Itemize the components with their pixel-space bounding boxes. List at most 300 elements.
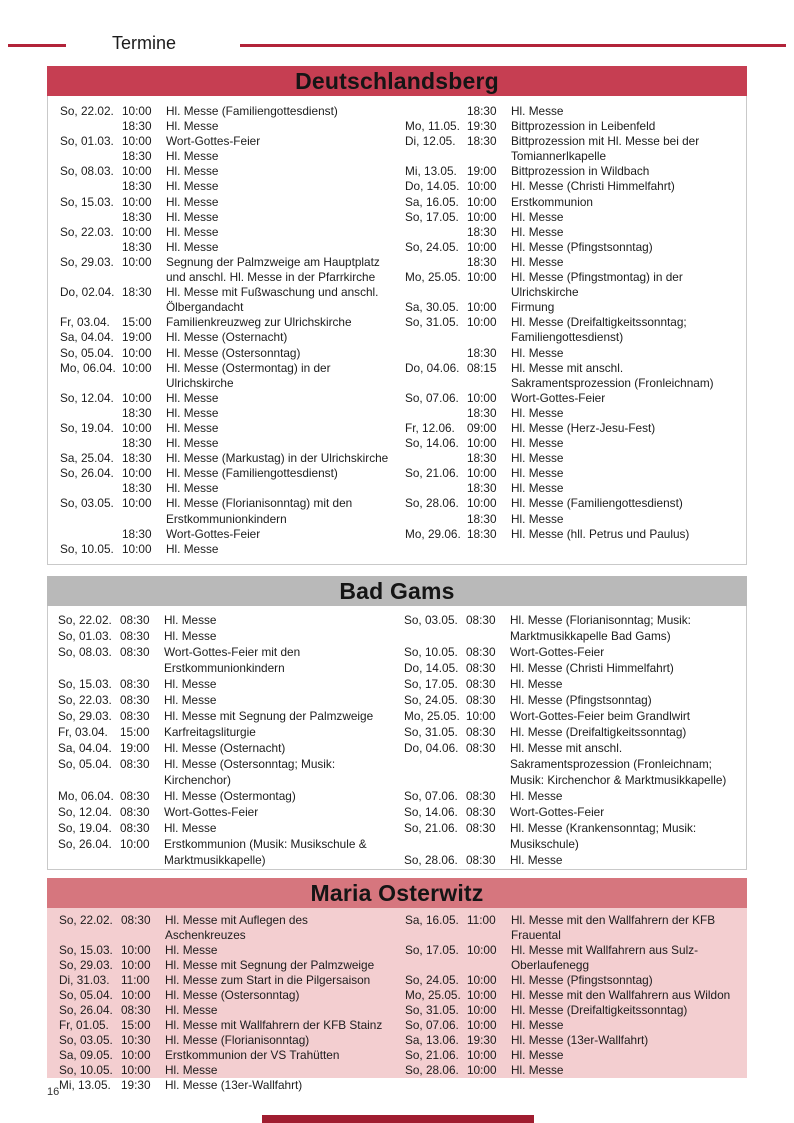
row-time: 10:00 [467, 436, 497, 451]
row-desc: Hl. Messe (13er-Wallfahrt) [511, 1033, 649, 1047]
row-time: 18:30 [122, 451, 152, 466]
row-time: 08:30 [121, 913, 151, 927]
row-time: 18:30 [122, 526, 152, 541]
section-header [47, 878, 747, 908]
row-desc: Hl. Messe [511, 224, 564, 239]
schedule-row [405, 179, 736, 194]
row-desc: Wort-Gottes-Feier [166, 134, 261, 149]
row-time: 10:00 [467, 973, 497, 987]
row-desc: Erstkommunion der VS Trahütten [165, 1048, 340, 1062]
row-time: 18:30 [122, 436, 152, 451]
schedule-row [60, 240, 391, 255]
section-deutschlandsberg [47, 66, 747, 565]
schedule-row [405, 210, 736, 225]
schedule-row [60, 346, 391, 361]
schedule-row [405, 436, 736, 451]
row-desc: Hl. Messe (Krankensonntag; Musik: Musikschule) [510, 821, 697, 851]
schedule-row [59, 1003, 391, 1018]
row-desc: Wort-Gottes-Feier [511, 390, 606, 405]
row-date: Do, 04.06. [404, 741, 459, 755]
row-time: 08:30 [466, 661, 496, 675]
row-desc: Hl. Messe [510, 853, 563, 867]
schedule-row [59, 958, 391, 973]
row-date: So, 12.04. [60, 390, 114, 405]
schedule-row [60, 195, 391, 210]
row-time: 18:30 [467, 511, 497, 526]
row-date: So, 21.06. [405, 1048, 459, 1062]
row-desc: Bittprozession in Leibenfeld [511, 119, 656, 134]
row-time: 08:30 [120, 613, 150, 627]
row-date [60, 481, 120, 496]
row-time: 19:00 [120, 741, 150, 755]
schedule-row [58, 628, 390, 644]
row-date: So, 17.05. [404, 677, 458, 691]
row-time: 10:00 [467, 496, 497, 511]
row-time: 19:30 [467, 1033, 497, 1047]
row-date: So, 15.03. [60, 194, 114, 209]
row-date: So, 26.04. [58, 837, 112, 851]
row-desc: Hl. Messe (Pfingstsonntag) [510, 693, 652, 707]
row-date: So, 12.04. [58, 805, 112, 819]
row-date: Sa, 04.04. [58, 741, 112, 755]
schedule-row [60, 496, 391, 526]
row-time: 08:30 [120, 629, 150, 643]
row-date [405, 225, 465, 240]
schedule-row [60, 542, 391, 557]
schedule-row [60, 255, 391, 285]
schedule-row [59, 943, 391, 958]
row-date: So, 17.05. [405, 209, 459, 224]
schedule-row [404, 676, 736, 692]
section-bad-gams [47, 576, 747, 870]
row-time: 18:30 [467, 405, 497, 420]
row-desc: Firmung [511, 300, 555, 315]
schedule-row [60, 285, 391, 315]
row-time: 08:30 [466, 693, 496, 707]
row-date: So, 14.06. [404, 805, 458, 819]
row-time: 18:30 [467, 345, 497, 360]
row-date: Fr, 03.04. [58, 725, 108, 739]
row-time: 08:30 [466, 821, 496, 835]
row-desc: Hl. Messe (Ostersonntag) [166, 345, 301, 360]
row-date: So, 17.05. [405, 943, 459, 957]
schedule-row [405, 1003, 737, 1018]
schedule-row [404, 660, 736, 676]
row-desc: Wort-Gottes-Feier mit den Erstkommunionkindern [164, 645, 301, 675]
schedule-row [58, 788, 390, 804]
row-time: 10:00 [467, 1063, 497, 1077]
row-time: 18:30 [122, 119, 152, 134]
row-desc: Erstkommunion [511, 194, 593, 209]
schedule-row [404, 740, 736, 788]
schedule-row [60, 134, 391, 149]
schedule-row [59, 913, 391, 943]
row-date: Mo, 06.04. [60, 360, 116, 375]
row-time: 11:00 [121, 973, 150, 987]
row-desc: Hl. Messe [166, 420, 219, 435]
row-date: So, 07.06. [405, 1018, 459, 1032]
row-time: 15:00 [121, 1018, 151, 1032]
row-desc: Hl. Messe (Pfingstsonntag) [511, 239, 653, 254]
row-desc: Wort-Gottes-Feier [510, 645, 605, 659]
row-date: So, 05.04. [60, 345, 114, 360]
row-time: 08:30 [120, 789, 150, 803]
row-date: Do, 14.05. [405, 179, 460, 194]
row-date: So, 22.03. [60, 224, 114, 239]
schedule-row [405, 300, 736, 315]
row-time: 09:00 [467, 420, 497, 435]
schedule-row [404, 804, 736, 820]
row-date: So, 24.05. [405, 239, 459, 254]
row-date: So, 05.04. [58, 757, 112, 771]
schedule-row [60, 451, 391, 466]
row-date: So, 03.05. [59, 1033, 113, 1047]
row-time: 08:30 [120, 821, 150, 835]
schedule-row [59, 1018, 391, 1033]
row-time: 18:30 [122, 239, 152, 254]
row-time: 10:00 [467, 239, 497, 254]
row-time: 18:30 [122, 405, 152, 420]
row-time: 10:00 [467, 466, 497, 481]
row-date: So, 07.06. [404, 789, 458, 803]
schedule-row [60, 466, 391, 481]
row-desc: Hl. Messe [511, 405, 564, 420]
row-date: So, 29.03. [60, 254, 114, 269]
section-title: Maria Osterwitz [310, 879, 484, 906]
row-date: So, 05.04. [59, 988, 113, 1002]
row-date: So, 10.05. [59, 1063, 113, 1077]
row-desc: Hl. Messe (Herz-Jesu-Fest) [511, 420, 656, 435]
schedule-row [404, 612, 736, 644]
row-date: Mo, 25.05. [404, 709, 460, 723]
row-time: 10:00 [121, 1063, 151, 1077]
row-date [405, 512, 465, 527]
row-desc: Hl. Messe [511, 466, 564, 481]
row-desc: Hl. Messe (Florianisonntag) mit den Erstkommunionkindern [166, 496, 353, 526]
row-date: So, 07.06. [405, 390, 459, 405]
row-date [60, 179, 120, 194]
row-time: 18:30 [467, 481, 497, 496]
section-title: Deutschlandsberg [295, 67, 499, 94]
row-date: So, 08.03. [58, 645, 112, 659]
schedule-column-left [59, 913, 391, 1092]
row-date: Mo, 25.05. [405, 988, 461, 1002]
row-date: Sa, 09.05. [59, 1048, 113, 1062]
row-date [60, 210, 120, 225]
schedule-row [58, 612, 390, 628]
row-desc: Hl. Messe mit anschl. Sakramentsprozession (Fronleichnam; Musik: Kirchenchor & Marktmusikkapelle) [510, 741, 727, 787]
row-time: 10:00 [122, 541, 152, 556]
row-time: 10:00 [122, 496, 152, 511]
page-number: 16 [47, 1086, 60, 1098]
section-body [47, 606, 747, 870]
row-desc: Hl. Messe [510, 789, 563, 803]
row-time: 18:30 [467, 526, 497, 541]
row-desc: Hl. Messe [165, 1063, 218, 1077]
row-time: 08:30 [466, 725, 496, 739]
row-time: 08:30 [466, 741, 496, 755]
row-date: So, 24.05. [405, 973, 459, 987]
page-kicker: Termine [112, 33, 177, 53]
row-desc: Hl. Messe (Florianisonntag) [165, 1033, 310, 1047]
schedule-column-right [405, 913, 737, 1077]
row-date: Mo, 25.05. [405, 270, 461, 285]
row-time: 10:00 [467, 1018, 497, 1032]
row-time: 10:00 [467, 1003, 497, 1017]
row-desc: Hl. Messe [166, 436, 219, 451]
row-time: 19:30 [121, 1078, 151, 1092]
section-body [47, 96, 747, 565]
row-date: So, 14.06. [405, 436, 459, 451]
schedule-row [405, 164, 736, 179]
schedule-row [58, 836, 390, 868]
row-desc: Hl. Messe [166, 164, 219, 179]
schedule-column-right [404, 612, 736, 867]
schedule-row [60, 179, 391, 194]
schedule-row [405, 1018, 737, 1033]
row-date [405, 481, 465, 496]
row-desc: Hl. Messe (Markustag) in der Ulrichskirche [166, 451, 389, 466]
schedule-row [405, 240, 736, 255]
schedule-row [405, 466, 736, 481]
schedule-row [60, 315, 391, 330]
top-rule-left [8, 44, 66, 47]
row-date: Sa, 16.05. [405, 194, 459, 209]
row-date: Mi, 13.05. [405, 164, 457, 179]
row-date: So, 28.06. [405, 1063, 459, 1077]
row-date: So, 08.03. [60, 164, 114, 179]
schedule-row [60, 527, 391, 542]
row-time: 08:30 [120, 693, 150, 707]
schedule-row [405, 315, 736, 345]
row-desc: Hl. Messe [166, 209, 219, 224]
row-time: 10:00 [121, 943, 151, 957]
row-date: So, 22.02. [58, 613, 112, 627]
row-time: 08:30 [466, 645, 496, 659]
row-desc: Hl. Messe mit anschl. Sakramentsprozession (Fronleichnam) [511, 360, 714, 390]
schedule-row [59, 973, 391, 988]
schedule-row [60, 225, 391, 240]
row-date: Fr, 03.04. [60, 315, 110, 330]
row-time: 08:15 [467, 360, 497, 375]
row-time: 08:30 [120, 757, 150, 771]
schedule-row [404, 708, 736, 724]
row-date: So, 21.06. [404, 821, 458, 835]
row-date: Mi, 13.05. [59, 1078, 111, 1092]
schedule-row [59, 1063, 391, 1078]
row-desc: Hl. Messe mit Segnung der Palmzweige [165, 958, 375, 972]
row-time: 08:30 [466, 853, 496, 867]
schedule-row [59, 988, 391, 1003]
row-desc: Wort-Gottes-Feier [166, 526, 261, 541]
row-date: So, 26.04. [59, 1003, 113, 1017]
row-date: Sa, 13.06. [405, 1033, 459, 1047]
schedule-row [405, 1033, 737, 1048]
row-desc: Hl. Messe (Dreifaltigkeitssonntag) [511, 1003, 688, 1017]
row-time: 18:30 [467, 104, 497, 118]
row-time: 10:00 [122, 360, 152, 375]
row-date [60, 119, 120, 134]
row-date: So, 19.04. [58, 821, 112, 835]
row-date: Mo, 29.06. [405, 526, 461, 541]
row-time: 18:30 [122, 285, 152, 300]
schedule-row [58, 708, 390, 724]
row-time: 10:00 [467, 1048, 497, 1062]
schedule-row [404, 724, 736, 740]
row-date: Sa, 30.05. [405, 300, 459, 315]
row-time: 10:00 [467, 390, 497, 405]
row-desc: Hl. Messe [166, 239, 219, 254]
row-desc: Hl. Messe [164, 693, 217, 707]
row-date: So, 31.05. [404, 725, 458, 739]
row-time: 10:00 [121, 988, 151, 1002]
schedule-row [58, 724, 390, 740]
schedule-row [60, 421, 391, 436]
row-time: 11:00 [467, 913, 496, 927]
row-date: So, 03.05. [60, 496, 114, 511]
row-desc: Hl. Messe (Pfingstmontag) in der Ulrichskirche [511, 270, 683, 300]
schedule-column-left [60, 104, 391, 558]
row-desc: Hl. Messe [164, 613, 217, 627]
schedule-row [405, 104, 736, 119]
row-desc: Hl. Messe (Pfingstsonntag) [511, 973, 653, 987]
schedule-row [60, 330, 391, 345]
row-date [60, 149, 120, 164]
schedule-row [405, 225, 736, 240]
row-time: 18:30 [122, 149, 152, 164]
row-time: 19:00 [467, 164, 497, 179]
row-time: 10:00 [122, 420, 152, 435]
row-time: 08:30 [466, 805, 496, 819]
schedule-row [405, 496, 736, 511]
row-desc: Wort-Gottes-Feier [510, 805, 605, 819]
row-date: So, 29.03. [58, 709, 112, 723]
row-desc: Hl. Messe [511, 436, 564, 451]
schedule-row [59, 1033, 391, 1048]
row-desc: Hl. Messe [511, 481, 564, 496]
schedule-row [405, 195, 736, 210]
row-desc: Hl. Messe (Osternacht) [166, 330, 288, 345]
row-date: So, 28.06. [404, 853, 458, 867]
row-desc: Hl. Messe [166, 179, 219, 194]
top-rule-right [240, 44, 786, 47]
row-desc: Hl. Messe [164, 821, 217, 835]
schedule-row [405, 421, 736, 436]
row-desc: Hl. Messe (hll. Petrus und Paulus) [511, 526, 690, 541]
row-time: 08:30 [466, 677, 496, 691]
row-date [405, 451, 465, 466]
schedule-row [405, 973, 737, 988]
row-date: Sa, 16.05. [405, 913, 459, 927]
section-title: Bad Gams [339, 577, 455, 604]
row-time: 10:00 [120, 837, 150, 851]
row-time: 18:30 [467, 451, 497, 466]
row-desc: Hl. Messe [166, 541, 219, 556]
row-date: So, 01.03. [60, 134, 114, 149]
row-date: So, 15.03. [59, 943, 113, 957]
schedule-row [59, 1048, 391, 1063]
schedule-row [405, 270, 736, 300]
row-desc: Hl. Messe [166, 224, 219, 239]
row-desc: Hl. Messe [166, 481, 219, 496]
schedule-row [60, 481, 391, 496]
row-desc: Hl. Messe [166, 194, 219, 209]
schedule-row [404, 852, 736, 868]
row-desc: Karfreitagsliturgie [164, 725, 256, 739]
row-time: 10:00 [467, 943, 497, 957]
row-time: 18:30 [467, 134, 497, 149]
row-desc: Hl. Messe [511, 1018, 564, 1032]
schedule-row [60, 149, 391, 164]
row-desc: Hl. Messe zum Start in die Pilgersaison [165, 973, 371, 987]
row-time: 08:30 [120, 805, 150, 819]
row-date: So, 10.05. [60, 541, 114, 556]
row-desc: Hl. Messe mit den Wallfahrern aus Wildon [511, 988, 731, 1002]
schedule-row [405, 988, 737, 1003]
row-desc: Hl. Messe [164, 677, 217, 691]
row-time: 19:00 [122, 330, 152, 345]
row-time: 10:00 [467, 179, 497, 194]
row-date [405, 346, 465, 361]
row-date: So, 22.02. [59, 913, 113, 927]
row-date: Fr, 12.06. [405, 420, 455, 435]
row-time: 18:30 [122, 179, 152, 194]
row-desc: Hl. Messe (Familiengottesdienst) [511, 496, 683, 511]
schedule-row [60, 361, 391, 391]
schedule-row [60, 119, 391, 134]
row-desc: Hl. Messe mit Wallfahrern der KFB Stainz [165, 1018, 383, 1032]
row-date [60, 527, 120, 542]
row-desc: Hl. Messe (Familiengottesdienst) [166, 466, 338, 481]
row-time: 18:30 [122, 481, 152, 496]
row-desc: Hl. Messe mit Auflegen des Aschenkreuzes [165, 913, 308, 942]
row-desc: Hl. Messe [166, 390, 219, 405]
row-date: Di, 31.03. [59, 973, 110, 987]
schedule-row [405, 361, 736, 391]
row-date: Do, 14.05. [404, 661, 459, 675]
row-date: So, 29.03. [59, 958, 113, 972]
schedule-row [405, 943, 737, 973]
row-desc: Hl. Messe [511, 451, 564, 466]
row-desc: Hl. Messe mit Fußwaschung und anschl. Ölbergandacht [166, 285, 379, 315]
schedule-row [405, 1048, 737, 1063]
row-time: 10:00 [467, 194, 497, 209]
row-desc: Hl. Messe mit Segnung der Palmzweige [164, 709, 374, 723]
row-date: Do, 02.04. [60, 285, 115, 300]
row-time: 19:30 [467, 119, 497, 134]
row-date: So, 28.06. [405, 496, 459, 511]
row-time: 08:30 [120, 709, 150, 723]
row-time: 10:00 [122, 345, 152, 360]
row-desc: Familienkreuzweg zur Ulrichskirche [166, 315, 352, 330]
row-time: 10:00 [467, 209, 497, 224]
row-desc: Hl. Messe (Ostersonntag) [165, 988, 300, 1002]
schedule-row [404, 788, 736, 804]
row-date [405, 406, 465, 421]
row-date: So, 21.06. [405, 466, 459, 481]
row-time: 15:00 [120, 725, 150, 739]
row-desc: Hl. Messe [511, 209, 564, 224]
row-time: 10:00 [122, 466, 152, 481]
row-desc: Hl. Messe [166, 405, 219, 420]
row-desc: Hl. Messe (Dreifaltigkeitssonntag) [510, 725, 687, 739]
row-desc: Hl. Messe [511, 511, 564, 526]
row-date: So, 03.05. [404, 613, 458, 627]
row-date: Sa, 04.04. [60, 330, 114, 345]
schedule-row [405, 346, 736, 361]
schedule-row [58, 676, 390, 692]
schedule-row [60, 406, 391, 421]
